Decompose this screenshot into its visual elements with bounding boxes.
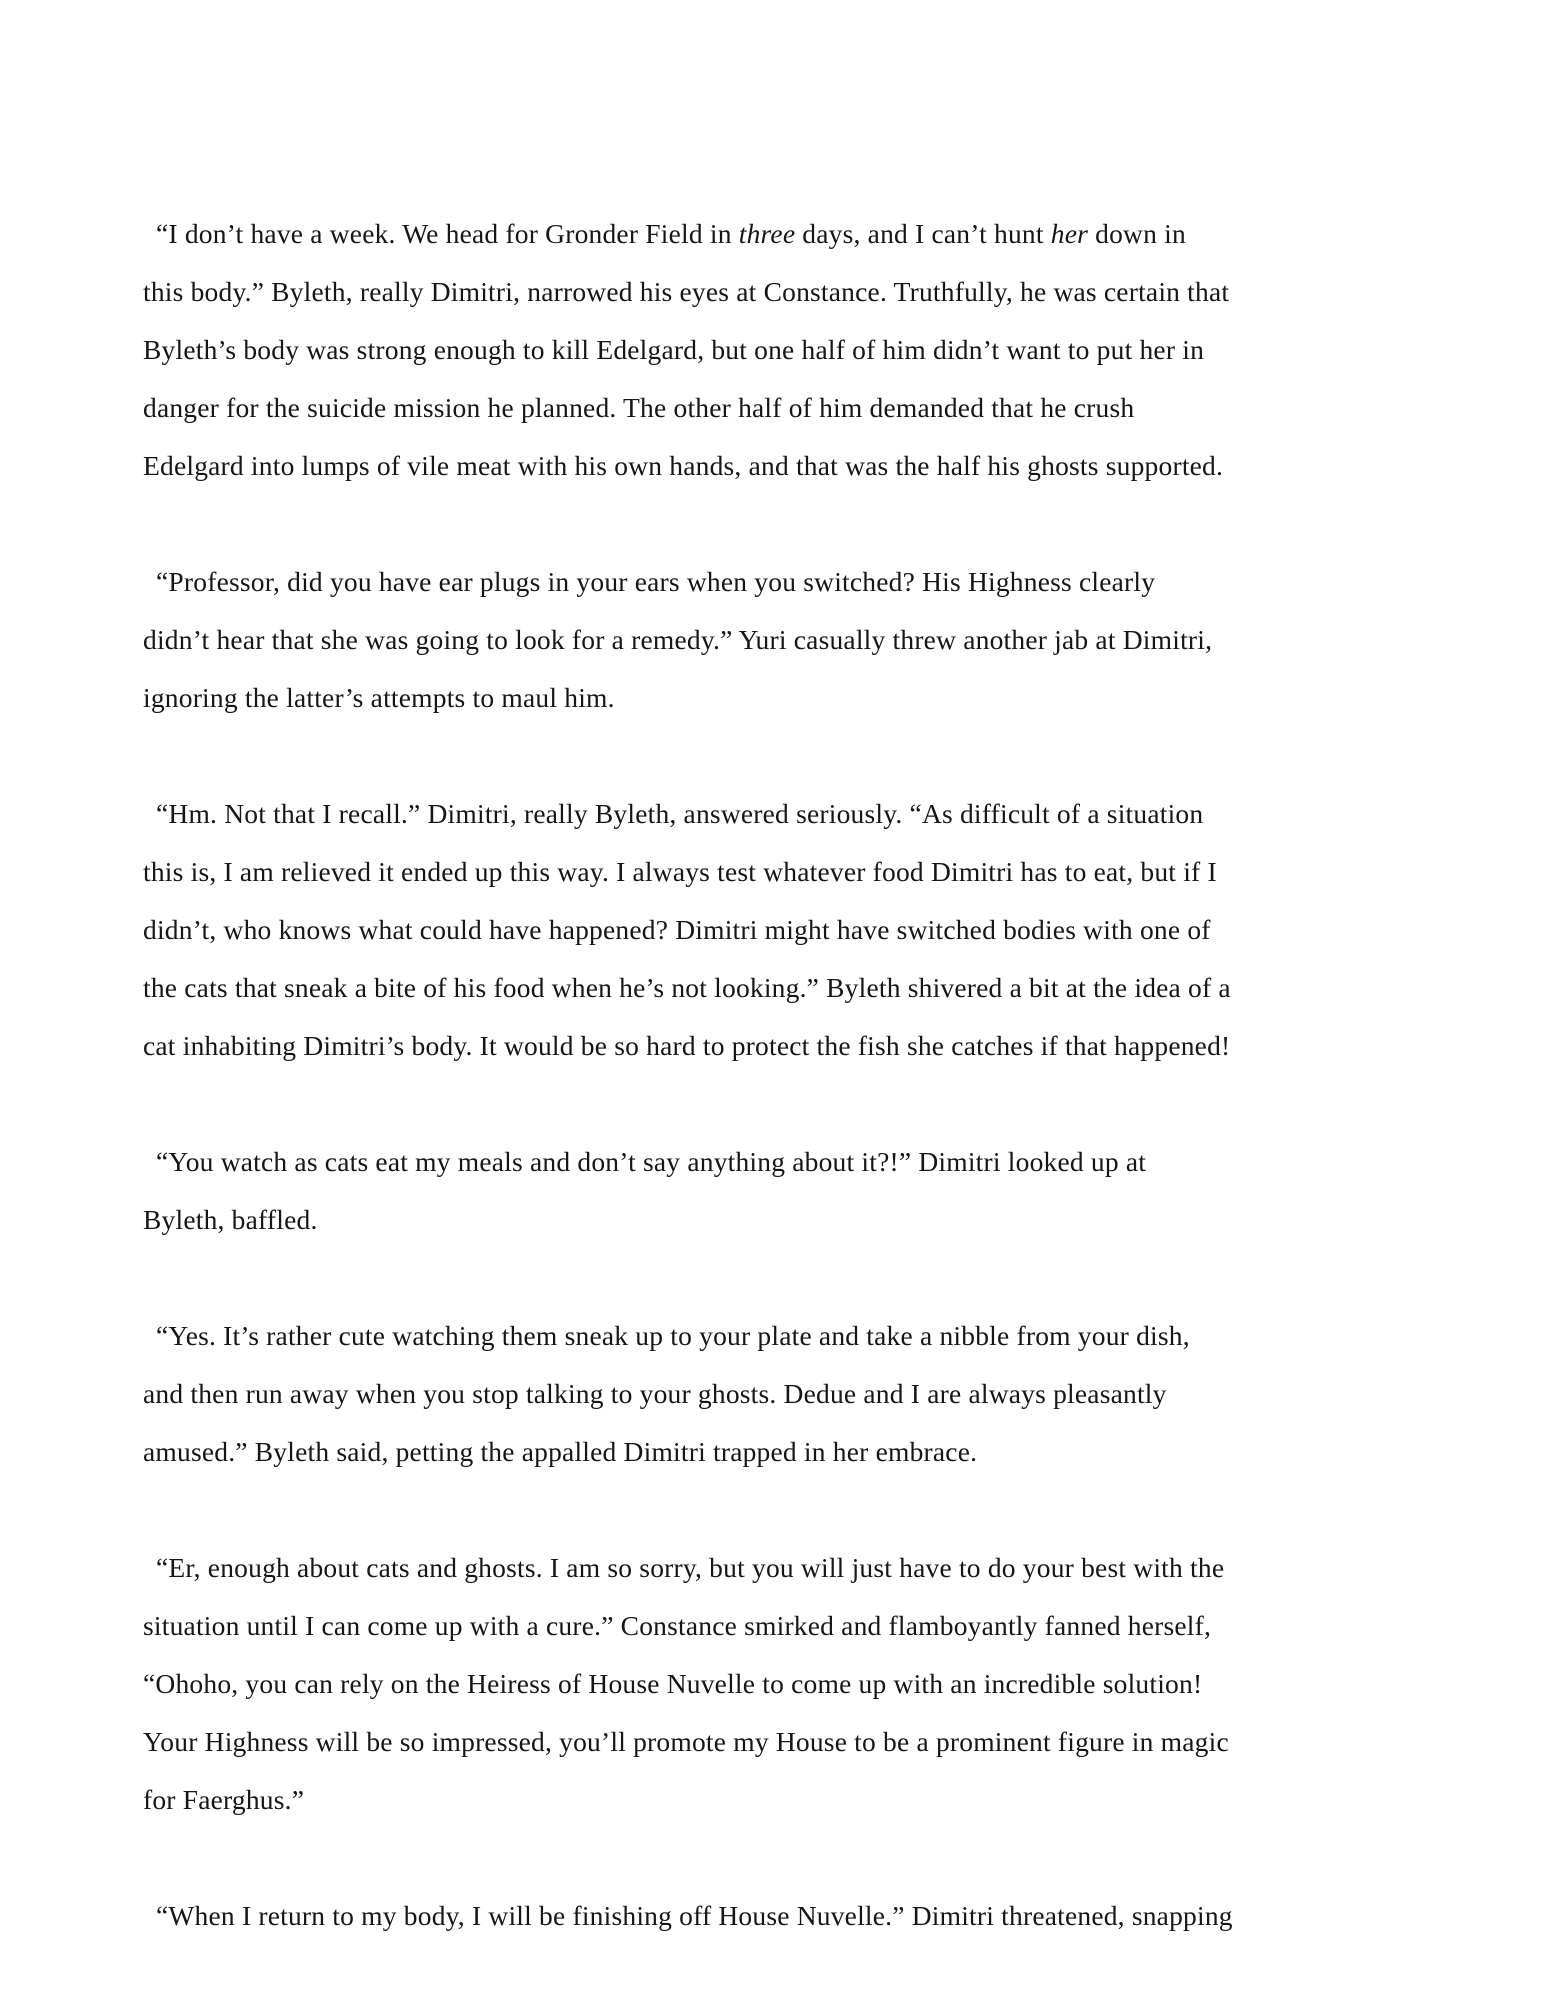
text-segment: for Faerghus.” [143, 1784, 305, 1815]
text-segment: Edelgard into lumps of vile meat with his own hands, and that was the half his ghosts supported. [143, 450, 1224, 481]
text-segment: “I don’t have a week. We head for Gronder Field in [156, 218, 739, 249]
text-line [143, 1365, 1405, 1423]
text-segment: Byleth’s body was strong enough to kill Edelgard, but one half of him didn’t want to put her in [143, 334, 1205, 365]
paragraph [143, 1307, 1405, 1481]
text-segment: this is, I am relieved it ended up this way. I always test whatever food Dimitri has to eat, but if I [143, 856, 1217, 887]
text-line [143, 1655, 1405, 1713]
text-line [143, 901, 1405, 959]
paragraph [143, 1887, 1405, 1945]
text-segment: “When I return to my body, I will be finishing off House Nuvelle.” Dimitri threatened, snapping [156, 1900, 1233, 1931]
text-segment: cat inhabiting Dimitri’s body. It would be so hard to protect the fish she catches if that happened! [143, 1030, 1231, 1061]
text-line [143, 1713, 1405, 1771]
text-segment: amused.” Byleth said, petting the appalled Dimitri trapped in her embrace. [143, 1436, 978, 1467]
text-line [143, 1423, 1405, 1481]
text-line [143, 321, 1405, 379]
text-segment: ignoring the latter’s attempts to maul him. [143, 682, 615, 713]
text-segment: Your Highness will be so impressed, you’ll promote my House to be a prominent figure in magic [143, 1726, 1229, 1757]
text-segment: Byleth, baffled. [143, 1204, 318, 1235]
text-line [143, 1597, 1405, 1655]
italic-text-segment: three [738, 218, 796, 249]
text-line [143, 611, 1405, 669]
text-segment: “Er, enough about cats and ghosts. I am so sorry, but you will just have to do your best with the [156, 1552, 1225, 1583]
text-segment: and then run away when you stop talking to your ghosts. Dedue and I are always pleasantly [143, 1378, 1167, 1409]
text-segment: situation until I can come up with a cure.” Constance smirked and flamboyantly fanned herself, [143, 1610, 1212, 1641]
text-line [143, 669, 1405, 727]
text-line [143, 553, 1405, 611]
text-segment: “You watch as cats eat my meals and don’t say anything about it?!” Dimitri looked up at [156, 1146, 1147, 1177]
paragraph [143, 1133, 1405, 1249]
text-line [143, 1307, 1405, 1365]
text-segment: “Hm. Not that I recall.” Dimitri, really Byleth, answered seriously. “As difficult of a situation [156, 798, 1204, 829]
text-segment: down in [1088, 218, 1186, 249]
document-body [143, 205, 1405, 1945]
paragraph [143, 1539, 1405, 1829]
text-line [143, 1771, 1405, 1829]
paragraph [143, 785, 1405, 1075]
text-line [143, 1539, 1405, 1597]
text-segment: didn’t hear that she was going to look for a remedy.” Yuri casually threw another jab at Dimitri, [143, 624, 1213, 655]
text-segment: days, and I can’t hunt [795, 218, 1051, 249]
text-line [143, 843, 1405, 901]
text-line [143, 1017, 1405, 1075]
text-line [143, 785, 1405, 843]
text-segment: “Professor, did you have ear plugs in your ears when you switched? His Highness clearly [156, 566, 1156, 597]
paragraph [143, 553, 1405, 727]
text-segment: the cats that sneak a bite of his food when he’s not looking.” Byleth shivered a bit at the idea of a [143, 972, 1231, 1003]
text-segment: didn’t, who knows what could have happened? Dimitri might have switched bodies with one of [143, 914, 1211, 945]
text-line [143, 437, 1405, 495]
paragraph [143, 205, 1405, 495]
text-line [143, 205, 1405, 263]
text-line [143, 959, 1405, 1017]
text-segment: this body.” Byleth, really Dimitri, narrowed his eyes at Constance. Truthfully, he was certain that [143, 276, 1230, 307]
text-line [143, 1191, 1405, 1249]
text-line [143, 1887, 1405, 1945]
text-line [143, 263, 1405, 321]
italic-text-segment: her [1050, 218, 1089, 249]
text-segment: “Yes. It’s rather cute watching them sneak up to your plate and take a nibble from your dish, [156, 1320, 1190, 1351]
text-line [143, 1133, 1405, 1191]
text-line [143, 379, 1405, 437]
text-segment: “Ohoho, you can rely on the Heiress of House Nuvelle to come up with an incredible solution! [143, 1668, 1203, 1699]
text-segment: danger for the suicide mission he planned. The other half of him demanded that he crush [143, 392, 1135, 423]
